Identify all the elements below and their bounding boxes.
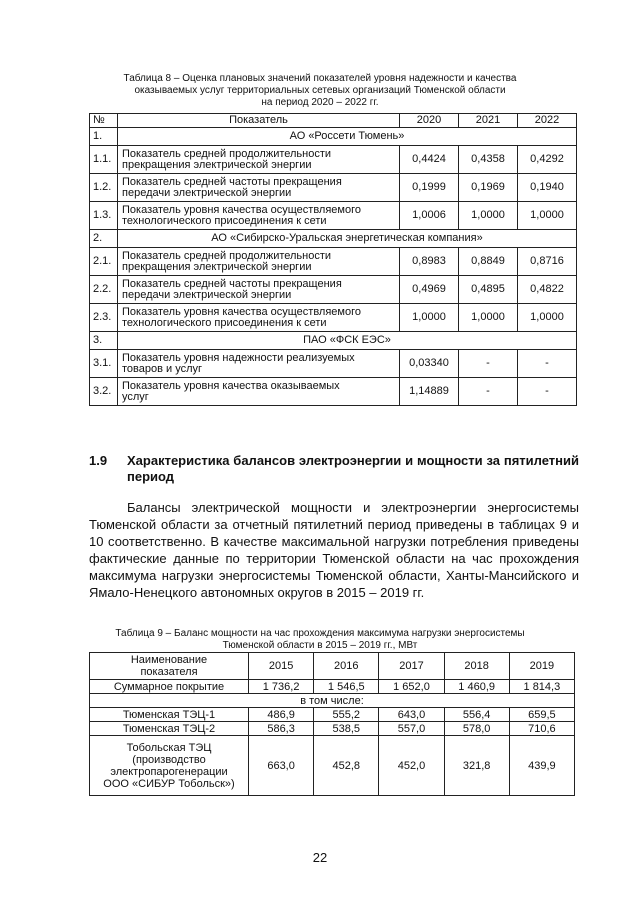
indicator-name: Показатель уровня надежности реализуемых товаров и услуг: [118, 350, 400, 378]
organization-row: [90, 332, 577, 350]
column-header-indicator: Показатель: [118, 114, 400, 128]
value-2016: 538,5: [314, 722, 379, 736]
table-row: [90, 174, 577, 202]
value-2020: 0,1999: [400, 174, 459, 202]
row-number: 1.3.: [90, 202, 118, 230]
column-header-2015: 2015: [249, 653, 314, 680]
value-2016: 555,2: [314, 708, 379, 722]
row-name: Тюменская ТЭЦ-1: [90, 708, 249, 722]
column-header-2016: 2016: [314, 653, 379, 680]
value-2021: 0,4895: [459, 276, 518, 304]
org-number: 2.: [90, 230, 118, 248]
indicator-name: Показатель средней продолжительности прекращения электрической энергии: [118, 248, 400, 276]
value-2017: 643,0: [379, 708, 444, 722]
value-2018: 556,4: [444, 708, 509, 722]
org-name: ПАО «ФСК ЕЭС»: [118, 332, 577, 350]
column-header-name: Наименование показателя: [90, 653, 249, 680]
value-2015: 663,0: [249, 736, 314, 796]
row-number: 2.3.: [90, 304, 118, 332]
value-2017: 557,0: [379, 722, 444, 736]
indicator-name: Показатель средней частоты прекращения передачи электрической энергии: [118, 174, 400, 202]
indicator-name: Показатель уровня качества оказываемых услуг: [118, 378, 400, 406]
org-number: 3.: [90, 332, 118, 350]
value-2015: 586,3: [249, 722, 314, 736]
row-number: 1.2.: [90, 174, 118, 202]
value-2018: 321,8: [444, 736, 509, 796]
value-2018: 578,0: [444, 722, 509, 736]
reliability-indicators-table: [89, 113, 577, 406]
value-2020: 0,4424: [400, 146, 459, 174]
indicator-name: Показатель уровня качества осуществляемого технологического присоединения к сети: [118, 304, 400, 332]
value-2021: 0,4358: [459, 146, 518, 174]
value-2022: -: [518, 378, 577, 406]
section-title: Характеристика балансов электроэнергии и мощности за пятилетний период: [127, 453, 579, 484]
table-row: [90, 202, 577, 230]
table9-caption: [60, 628, 580, 652]
value-2020: 1,14889: [400, 378, 459, 406]
value-2017: 1 652,0: [379, 680, 444, 694]
table-row: [90, 146, 577, 174]
value-2022: -: [518, 350, 577, 378]
table-row: [90, 722, 575, 736]
table-row: [90, 708, 575, 722]
organization-row: [90, 128, 577, 146]
value-2022: 1,0000: [518, 304, 577, 332]
table-row: [90, 736, 575, 796]
table8-caption-line: оказываемых услуг территориальных сетевых организаций Тюменской области: [134, 85, 506, 96]
column-header-2020: 2020: [400, 114, 459, 128]
value-2021: -: [459, 378, 518, 406]
column-header-2017: 2017: [379, 653, 444, 680]
table-header-row: [90, 653, 575, 680]
section-heading: [89, 453, 579, 485]
power-balance-table: [89, 652, 575, 796]
value-2022: 0,4822: [518, 276, 577, 304]
table-header-row: [90, 114, 577, 128]
value-2021: -: [459, 350, 518, 378]
body-paragraph: [89, 499, 579, 601]
column-header-2019: 2019: [509, 653, 574, 680]
value-2019: 710,6: [509, 722, 574, 736]
table-row: [90, 276, 577, 304]
section-number: 1.9: [89, 453, 108, 468]
value-2019: 659,5: [509, 708, 574, 722]
column-header-2022: 2022: [518, 114, 577, 128]
value-2020: 0,03340: [400, 350, 459, 378]
table-row: [90, 248, 577, 276]
row-number: 1.1.: [90, 146, 118, 174]
value-2015: 1 736,2: [249, 680, 314, 694]
table8-caption-line: Таблица 8 – Оценка плановых значений показателей уровня надежности и качества: [123, 73, 517, 84]
org-name: АО «Россети Тюмень»: [118, 128, 577, 146]
table8-caption: [60, 73, 580, 109]
value-2021: 1,0000: [459, 202, 518, 230]
value-2019: 439,9: [509, 736, 574, 796]
value-2018: 1 460,9: [444, 680, 509, 694]
table9-caption-line: Тюменской области в 2015 – 2019 гг., МВт: [222, 640, 418, 651]
value-2020: 1,0000: [400, 304, 459, 332]
table-row: [90, 378, 577, 406]
table-row: [90, 350, 577, 378]
value-2021: 1,0000: [459, 304, 518, 332]
indicator-name: Показатель уровня качества осуществляемого технологического присоединения к сети: [118, 202, 400, 230]
value-2022: 0,1940: [518, 174, 577, 202]
column-header-2021: 2021: [459, 114, 518, 128]
value-2016: 1 546,5: [314, 680, 379, 694]
row-number: 2.1.: [90, 248, 118, 276]
subheader-row: [90, 694, 575, 708]
value-2022: 0,4292: [518, 146, 577, 174]
table8-caption-line: на период 2020 – 2022 гг.: [261, 97, 379, 108]
value-2021: 0,1969: [459, 174, 518, 202]
org-name: АО «Сибирско-Уральская энергетическая компания»: [118, 230, 577, 248]
page-number: 22: [312, 850, 328, 865]
table-row: [90, 304, 577, 332]
org-number: 1.: [90, 128, 118, 146]
indicator-name: Показатель средней частоты прекращения передачи электрической энергии: [118, 276, 400, 304]
row-number: 3.2.: [90, 378, 118, 406]
subheader: в том числе:: [90, 694, 575, 708]
column-header-number: №: [90, 114, 118, 128]
row-number: 2.2.: [90, 276, 118, 304]
row-name: Тюменская ТЭЦ-2: [90, 722, 249, 736]
value-2020: 1,0006: [400, 202, 459, 230]
value-2015: 486,9: [249, 708, 314, 722]
value-2022: 1,0000: [518, 202, 577, 230]
table9-caption-line: Таблица 9 – Баланс мощности на час прохождения максимума нагрузки энергосистемы: [115, 628, 525, 639]
row-name: Тобольская ТЭЦ (производство электропарогенерации ООО «СИБУР Тобольск»): [90, 736, 249, 796]
value-2022: 0,8716: [518, 248, 577, 276]
value-2021: 0,8849: [459, 248, 518, 276]
organization-row: [90, 230, 577, 248]
value-2017: 452,0: [379, 736, 444, 796]
value-2020: 0,4969: [400, 276, 459, 304]
value-2016: 452,8: [314, 736, 379, 796]
row-name: Суммарное покрытие: [90, 680, 249, 694]
value-2019: 1 814,3: [509, 680, 574, 694]
value-2020: 0,8983: [400, 248, 459, 276]
paragraph-text: Балансы электрической мощности и электроэнергии энергосистемы Тюменской области за отчетный пятилетний период приведены в таблицах 9 и 10 соответственно. В качестве максимальной нагрузки потребления приведены фактические данные по территории Тюменской области на час прохождения максимума нагрузки энергосистемы Тюменской области, Ханты-Мансийского и Ямало-Ненецкого автономных округов в 2015 – 2019 гг.: [89, 500, 579, 600]
indicator-name: Показатель средней продолжительности прекращения электрической энергии: [118, 146, 400, 174]
column-header-2018: 2018: [444, 653, 509, 680]
row-number: 3.1.: [90, 350, 118, 378]
total-row: [90, 680, 575, 694]
